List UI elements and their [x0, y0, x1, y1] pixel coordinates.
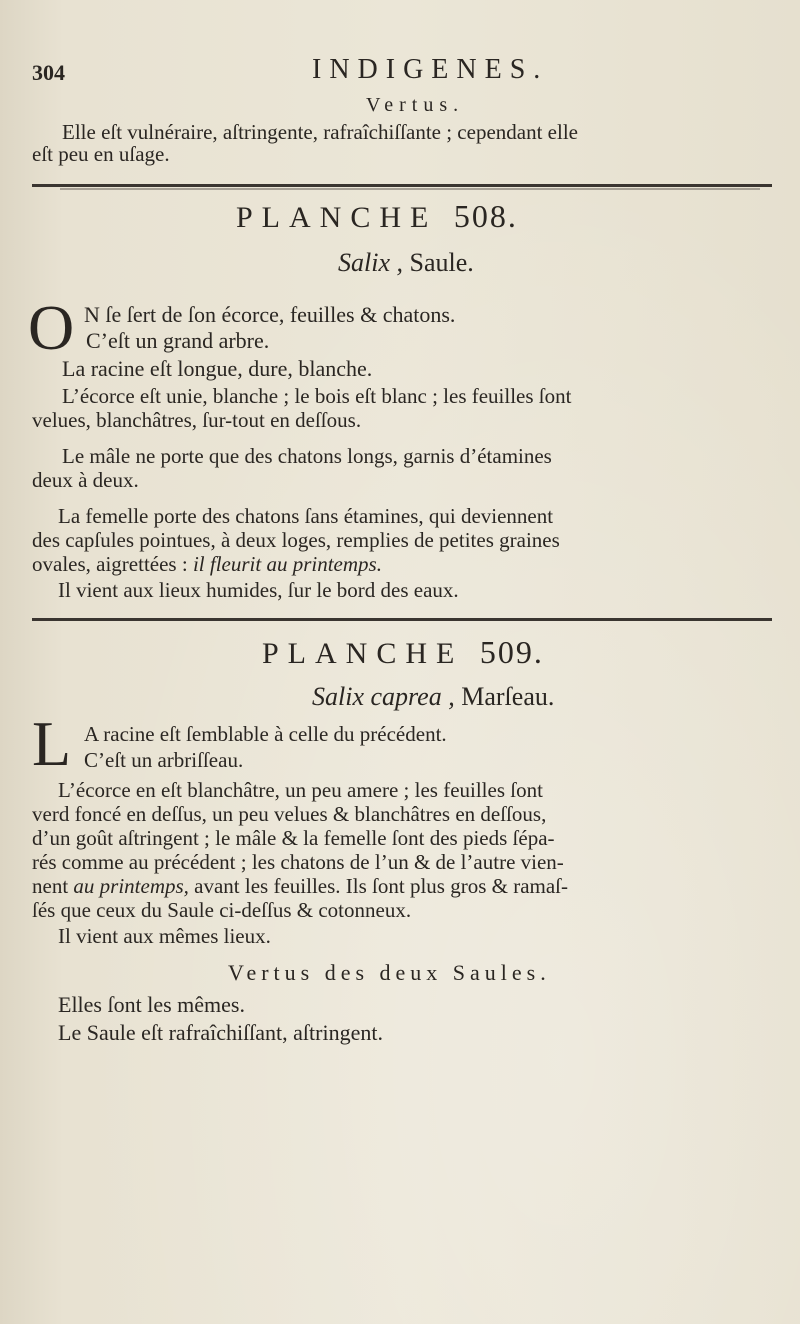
text-line: L’écorce en eſt blanchâtre, un peu amere ; les feuilles ſont — [58, 778, 543, 802]
intro-line: eſt peu en uſage. — [32, 142, 170, 166]
text-line: L’écorce eſt unie, blanche ; le bois eſt blanc ; les feuilles ſont — [62, 384, 572, 408]
text-line: C’eſt un arbriſſeau. — [84, 748, 244, 772]
text-line: des capſules pointues, à deux loges, remplies de petites graines — [32, 528, 560, 552]
text-line: Elles ſont les mêmes. — [58, 992, 245, 1017]
text-fragment: ovales, aigrettées : — [32, 552, 188, 576]
divider-rule — [32, 184, 772, 187]
running-head: INDIGENES. — [312, 54, 549, 85]
page-number: 304 — [32, 60, 65, 85]
intro-line: Elle eſt vulnéraire, aſtringente, rafraîchiſſante ; cependant elle — [62, 120, 578, 144]
text-line: Il vient aux mêmes lieux. — [58, 924, 271, 948]
text-line — [32, 876, 568, 897]
plate-heading — [236, 198, 518, 235]
text-line: A racine eſt ſemblable à celle du précédent. — [84, 722, 447, 746]
text-fragment: avant les feuilles. Ils ſont plus gros & ramaſ- — [194, 874, 568, 898]
text-line: Le mâle ne porte que des chatons longs, garnis d’étamines — [62, 444, 552, 468]
drop-cap: L — [32, 708, 72, 779]
italic-fragment: au printemps, — [73, 874, 189, 898]
text-line: La femelle porte des chatons ſans étamines, qui deviennent — [58, 504, 554, 528]
section-heading-vertus: Vertus des deux Saules. — [228, 960, 551, 985]
italic-fragment: il fleurit au printemps. — [192, 552, 382, 576]
text-line: Il vient aux lieux humides, ſur le bord des eaux. — [58, 578, 459, 602]
common-name: Marſeau. — [461, 682, 555, 711]
text-line: d’un goût aſtringent ; le mâle & la femelle ſont des pieds ſépa- — [32, 826, 555, 850]
text-line: C’eſt un grand arbre. — [86, 328, 270, 353]
text-line: verd foncé en deſſus, un peu velues & blanchâtres en deſſous, — [32, 802, 547, 826]
text-line: ſés que ceux du Saule ci-deſſus & cotonneux. — [32, 898, 412, 922]
plate-label: PLANCHE — [262, 637, 464, 670]
plate-number: 509. — [479, 634, 544, 670]
text-fragment: nent — [32, 874, 69, 898]
text-line: rés comme au précédent ; les chatons de l’un & de l’autre vien- — [32, 850, 564, 874]
species-name — [312, 682, 554, 712]
species-name — [338, 248, 474, 278]
common-name: Saule. — [409, 248, 474, 277]
latin-name: Salix caprea , — [312, 682, 455, 711]
plate-heading — [262, 634, 544, 671]
text-line: deux à deux. — [32, 468, 139, 492]
divider-rule — [32, 618, 772, 621]
text-line: La racine eſt longue, dure, blanche. — [62, 356, 373, 381]
section-heading-vertus: Vertus. — [366, 94, 465, 116]
text-line: velues, blanchâtres, ſur-tout en deſſous. — [32, 408, 362, 432]
plate-label: PLANCHE — [236, 201, 438, 234]
text-line — [32, 554, 382, 575]
plate-number: 508. — [453, 198, 518, 234]
divider-rule-shadow — [60, 188, 760, 190]
text-line: N ſe ſert de ſon écorce, feuilles & chatons. — [84, 302, 456, 327]
text-line: Le Saule eſt rafraîchiſſant, aſtringent. — [58, 1020, 383, 1045]
drop-cap: O — [28, 292, 75, 363]
latin-name: Salix , — [338, 248, 403, 277]
